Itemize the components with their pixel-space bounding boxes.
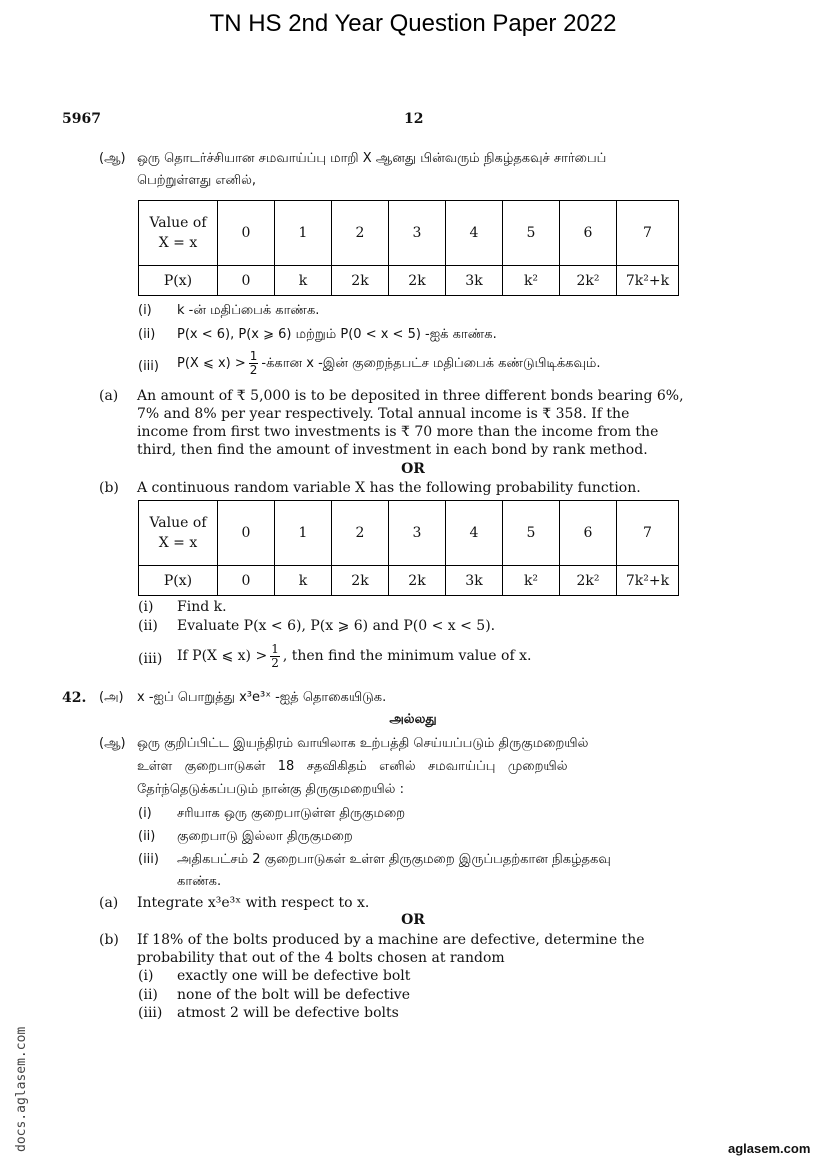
table-cell: 2: [332, 501, 389, 566]
q41-tamil-i-text: k -ன் மதிப்பைக் காண்க.: [177, 303, 320, 318]
probability-table-english: [138, 500, 679, 596]
q41-eng-a-line2: 7% and 8% per year respectively. Total annual income is ₹ 358. If the: [137, 406, 630, 422]
table-cell: 2k²: [560, 266, 617, 296]
q41-eng-iii-text: If P(X ⩽ x) > $\frac{1}{2}$ , then find the minimum value of x.: [177, 641, 532, 670]
q42-tamil-a-text: x -ஐப் பொறுத்து x³e³ˣ -ஐத் தொகையிடுக.: [137, 690, 387, 705]
table-cell: 2k: [389, 266, 446, 296]
table-cell: 0: [218, 266, 275, 296]
q42-tamil-b-line1: ஒரு குறிப்பிட்ட இயந்திரம் வாயிலாக உற்பத்தி செய்யப்படும் திருகுமறையில்: [137, 736, 589, 751]
or-separator: OR: [401, 461, 425, 477]
table-cell: 2: [332, 201, 389, 266]
q42-eng-a-text: Integrate x³e³ˣ with respect to x.: [137, 895, 370, 911]
table-row-label: P(x): [139, 266, 218, 296]
q42-eng-b-line1: If 18% of the bolts produced by a machine are defective, determine the: [137, 932, 645, 948]
q42-eng-iii-text: atmost 2 will be defective bolts: [177, 1005, 399, 1021]
table-cell: k²: [503, 266, 560, 296]
table-cell: 3: [389, 201, 446, 266]
table-cell: 7: [617, 201, 679, 266]
q41-eng-a-line3: income from first two investments is ₹ 70 more than the income from the: [137, 424, 659, 440]
q41-tamil-iii-text: P(X ⩽ x) > $\frac{1}{2}$ -க்கான x -இன் குறைந்தபட்ச மதிப்பைக் கண்டுபிடிக்கவும்.: [177, 349, 601, 377]
table-cell: 2k: [332, 566, 389, 596]
q42-eng-b-line2: probability that out of the 4 bolts chosen at random: [137, 950, 505, 966]
table-cell: 2k: [332, 266, 389, 296]
or-separator: OR: [401, 912, 425, 928]
q42-eng-i-text: exactly one will be defective bolt: [177, 968, 411, 984]
q41-eng-a-line4: third, then find the amount of investment in each bond by rank method.: [137, 442, 648, 458]
q42-tamil-b-line2: உள்ள குறைபாடுகள் 18 சதவிகிதம் எனில் சமவாய்ப்பு முறையில்: [137, 759, 568, 774]
q42-tamil-ii-text: குறைபாடு இல்லா திருகுமறை: [177, 829, 353, 844]
q42-eng-a-label: (a): [99, 895, 119, 911]
q41-eng-i-text: Find k.: [177, 599, 227, 615]
table-row-label: P(x): [139, 566, 218, 596]
q41-tamil-ii-text: P(x < 6), P(x ⩾ 6) மற்றும் P(0 < x < 5) -ஐக் காண்க.: [177, 327, 497, 342]
table-cell: 3k: [446, 266, 503, 296]
table-header-cell: Value of X = x: [139, 501, 218, 566]
table-cell: 2k²: [560, 566, 617, 596]
table-cell: 6: [560, 501, 617, 566]
q42-eng-i-label: (i): [138, 968, 154, 984]
q41-eng-iii-label: (iii): [138, 651, 163, 667]
table-cell: 0: [218, 201, 275, 266]
q41-tamil-b-line2: பெற்றுள்ளது எனில்,: [137, 173, 256, 188]
q42-eng-ii-label: (ii): [138, 987, 158, 1003]
q42-tamil-a-label: (அ): [99, 690, 124, 705]
q42-tamil-iii-label: (iii): [138, 852, 159, 867]
q42-tamil-i-text: சரியாக ஒரு குறைபாடுள்ள திருகுமறை: [177, 806, 406, 821]
q41-eng-i-label: (i): [138, 599, 154, 615]
table-cell: 2k: [389, 566, 446, 596]
table-cell: 3k: [446, 566, 503, 596]
q42-tamil-b-line3: தேர்ந்தெடுக்கப்படும் நான்கு திருகுமறையில் :: [137, 782, 404, 797]
q41-eng-ii-label: (ii): [138, 618, 158, 634]
q41-eng-b-label: (b): [99, 480, 119, 496]
page-header-title: TN HS 2nd Year Question Paper 2022: [209, 10, 617, 37]
table-cell: 3: [389, 501, 446, 566]
q42-eng-iii-label: (iii): [138, 1005, 163, 1021]
table-cell: 5: [503, 501, 560, 566]
q42-tamil-ii-label: (ii): [138, 829, 156, 844]
q41-tamil-i-label: (i): [138, 303, 152, 318]
q41-tamil-b-line1: ஒரு தொடர்ச்சியான சமவாய்ப்பு மாறி X ஆனது பின்வரும் நிகழ்தகவுச் சார்பைப்: [137, 151, 607, 166]
table-cell: 0: [218, 501, 275, 566]
table-cell: 6: [560, 201, 617, 266]
q41-eng-ii-text: Evaluate P(x < 6), P(x ⩾ 6) and P(0 < x < 5).: [177, 618, 496, 634]
table-cell: 7: [617, 501, 679, 566]
watermark-text: docs.aglasem.com: [14, 1026, 29, 1152]
table-cell: 1: [275, 201, 332, 266]
probability-table-tamil: [138, 200, 679, 296]
table-cell: k: [275, 566, 332, 596]
table-cell: 7k²+k: [617, 566, 679, 596]
q41-tamil-ii-label: (ii): [138, 327, 156, 342]
q41-eng-b-line1: A continuous random variable X has the following probability function.: [137, 480, 641, 496]
table-cell: k: [275, 266, 332, 296]
table-cell: 1: [275, 501, 332, 566]
table-cell: k²: [503, 566, 560, 596]
q41-tamil-b-label: (ஆ): [99, 151, 126, 166]
table-cell: 0: [218, 566, 275, 596]
paper-code: 5967: [62, 111, 101, 127]
q42-eng-b-label: (b): [99, 932, 119, 948]
q42-tamil-iii-line2: காண்க.: [177, 874, 222, 889]
table-cell: 4: [446, 501, 503, 566]
q42-tamil-iii-line1: அதிகபட்சம் 2 குறைபாடுகள் உள்ள திருகுமறை இருப்பதற்கான நிகழ்தகவு: [177, 852, 611, 867]
or-separator-tamil: அல்லது: [389, 712, 437, 727]
q41-eng-a-label: (a): [99, 388, 119, 404]
footer-site[interactable]: aglasem.com: [728, 1141, 811, 1156]
q41-eng-a-line1: An amount of ₹ 5,000 is to be deposited in three different bonds bearing 6%,: [137, 388, 684, 404]
table-cell: 7k²+k: [617, 266, 679, 296]
page-number: 12: [404, 111, 424, 127]
q41-tamil-iii-label: (iii): [138, 359, 159, 374]
table-cell: 5: [503, 201, 560, 266]
q42-eng-ii-text: none of the bolt will be defective: [177, 987, 410, 1003]
q42-number: 42.: [62, 690, 87, 706]
table-header-cell: Value of X = x: [139, 201, 218, 266]
q42-tamil-b-label: (ஆ): [99, 736, 126, 751]
q42-tamil-i-label: (i): [138, 806, 152, 821]
table-cell: 4: [446, 201, 503, 266]
